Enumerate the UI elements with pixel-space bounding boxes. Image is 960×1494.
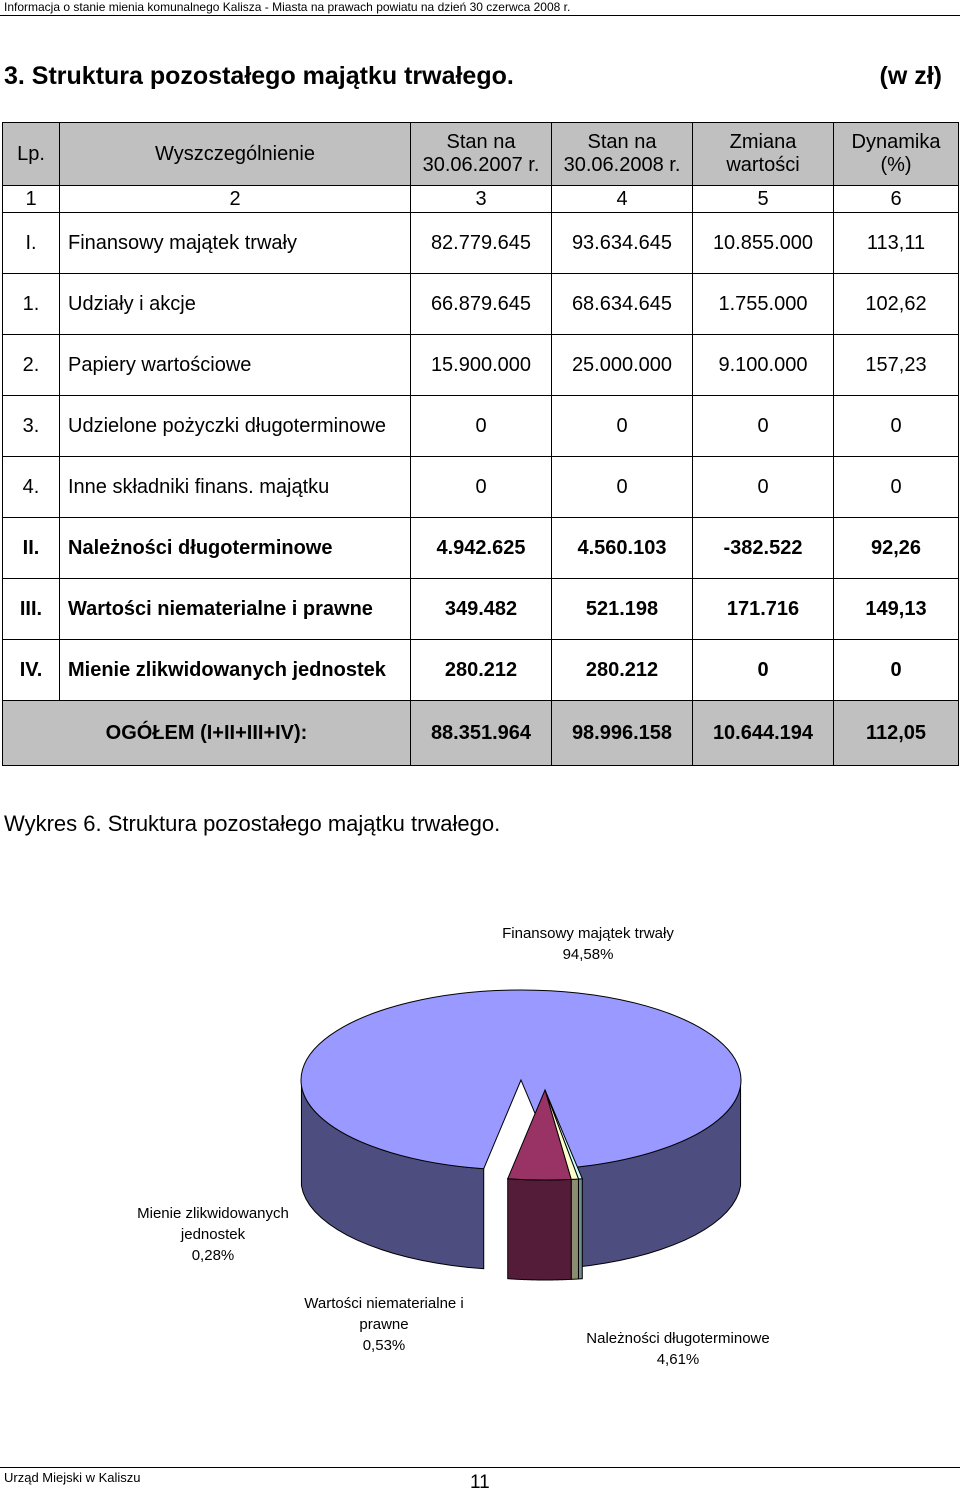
cell-dynamics: 0 — [834, 457, 959, 518]
col-num: 1 — [3, 186, 60, 213]
table-row — [3, 396, 959, 457]
pie-label: 0,53% — [362, 1337, 406, 1354]
cell-lp: 1. — [3, 274, 60, 335]
cell-2007: 82.779.645 — [411, 213, 552, 274]
cell-2008: 93.634.645 — [552, 213, 693, 274]
pie-label: jednostek — [180, 1226, 246, 1243]
cell-dynamics: 92,26 — [834, 518, 959, 579]
cell-desc: Udzielone pożyczki długoterminowe — [60, 396, 411, 457]
cell-2008: 68.634.645 — [552, 274, 693, 335]
cell-2008: 4.560.103 — [552, 518, 693, 579]
header-2008 — [552, 123, 693, 186]
cell-lp: 3. — [3, 396, 60, 457]
header-change-line1: Zmiana — [729, 131, 797, 153]
cell-desc: Papiery wartościowe — [60, 335, 411, 396]
cell-2008: 0 — [552, 396, 693, 457]
total-2007: 88.351.964 — [411, 701, 552, 766]
cell-change: 0 — [693, 396, 834, 457]
table-row — [3, 335, 959, 396]
pie-label: 0,28% — [191, 1247, 235, 1264]
cell-change: 171.716 — [693, 579, 834, 640]
cell-2008: 25.000.000 — [552, 335, 693, 396]
cell-2007: 66.879.645 — [411, 274, 552, 335]
pie-slice-side — [571, 1179, 578, 1279]
cell-2008: 280.212 — [552, 640, 693, 701]
pie-label: Finansowy majątek trwały — [502, 925, 674, 942]
table-row — [3, 457, 959, 518]
cell-desc: Należności długoterminowe — [60, 518, 411, 579]
cell-dynamics: 102,62 — [834, 274, 959, 335]
cell-2008: 521.198 — [552, 579, 693, 640]
cell-lp: IV. — [3, 640, 60, 701]
cell-lp: 4. — [3, 457, 60, 518]
footer-rule — [0, 1467, 960, 1468]
header-2008-line2: 30.06.2008 r. — [563, 154, 681, 176]
header-desc: Wyszczególnienie — [60, 123, 411, 186]
total-dynamics: 112,05 — [834, 701, 959, 766]
header-dynamics-line1: Dynamika — [851, 131, 941, 153]
total-change: 10.644.194 — [693, 701, 834, 766]
pie-label: 94,58% — [562, 946, 614, 963]
table-row — [3, 274, 959, 335]
footer-office: Urząd Miejski w Kaliszu — [4, 1470, 141, 1485]
unit-label: (w zł) — [879, 62, 942, 90]
cell-change: -382.522 — [693, 518, 834, 579]
cell-lp: III. — [3, 579, 60, 640]
pie-slice-side — [508, 1179, 571, 1280]
page-number: 11 — [470, 1472, 490, 1493]
total-row — [3, 701, 959, 766]
cell-change: 0 — [693, 640, 834, 701]
header-change — [693, 123, 834, 186]
table-row — [3, 213, 959, 274]
cell-lp: I. — [3, 213, 60, 274]
figure-caption: Wykres 6. Struktura pozostałego majątku trwałego. — [4, 811, 501, 836]
cell-change: 9.100.000 — [693, 335, 834, 396]
cell-dynamics: 0 — [834, 396, 959, 457]
table-header-row — [3, 123, 959, 186]
column-number-row — [3, 186, 959, 213]
cell-2007: 15.900.000 — [411, 335, 552, 396]
header-change-line2: wartości — [726, 154, 800, 176]
section-title: 3. Struktura pozostałego majątku trwałego. — [4, 62, 514, 90]
table-row — [3, 579, 959, 640]
cell-2007: 0 — [411, 396, 552, 457]
cell-desc: Inne składniki finans. majątku — [60, 457, 411, 518]
col-num: 6 — [834, 186, 959, 213]
total-label: OGÓŁEM (I+II+III+IV): — [3, 701, 411, 766]
header-2008-line1: Stan na — [587, 131, 657, 153]
cell-change: 10.855.000 — [693, 213, 834, 274]
pie-label: Należności długoterminowe — [586, 1330, 770, 1347]
pie-label: prawne — [359, 1316, 409, 1333]
cell-change: 0 — [693, 457, 834, 518]
cell-dynamics: 157,23 — [834, 335, 959, 396]
cell-desc: Finansowy majątek trwały — [60, 213, 411, 274]
cell-desc: Wartości niematerialne i prawne — [60, 579, 411, 640]
total-2008: 98.996.158 — [552, 701, 693, 766]
header-rule — [0, 15, 960, 16]
header-2007-line1: Stan na — [446, 131, 516, 153]
assets-table — [2, 122, 959, 766]
pie-slice — [301, 990, 741, 1169]
cell-2007: 0 — [411, 457, 552, 518]
pie-chart — [0, 900, 960, 1460]
table-row — [3, 518, 959, 579]
cell-dynamics: 149,13 — [834, 579, 959, 640]
col-num: 5 — [693, 186, 834, 213]
header-2007-line2: 30.06.2007 r. — [422, 154, 540, 176]
header-dynamics — [834, 123, 959, 186]
cell-change: 1.755.000 — [693, 274, 834, 335]
pie-slice-side — [578, 1179, 582, 1279]
cell-2007: 4.942.625 — [411, 518, 552, 579]
cell-lp: 2. — [3, 335, 60, 396]
cell-2008: 0 — [552, 457, 693, 518]
cell-dynamics: 113,11 — [834, 213, 959, 274]
table-row — [3, 640, 959, 701]
cell-lp: II. — [3, 518, 60, 579]
cell-2007: 349.482 — [411, 579, 552, 640]
header-dynamics-line2: (%) — [880, 154, 912, 176]
pie-label: 4,61% — [656, 1351, 700, 1368]
running-header: Informacja o stanie mienia komunalnego Kalisza - Miasta na prawach powiatu na dzień 30 czerwca 2008 r. — [4, 0, 571, 14]
header-lp: Lp. — [3, 123, 60, 186]
cell-dynamics: 0 — [834, 640, 959, 701]
col-num: 3 — [411, 186, 552, 213]
cell-2007: 280.212 — [411, 640, 552, 701]
col-num: 4 — [552, 186, 693, 213]
header-2007 — [411, 123, 552, 186]
cell-desc: Mienie zlikwidowanych jednostek — [60, 640, 411, 701]
col-num: 2 — [60, 186, 411, 213]
pie-label: Mienie zlikwidowanych — [137, 1205, 289, 1222]
pie-label: Wartości niematerialne i — [304, 1295, 464, 1312]
cell-desc: Udziały i akcje — [60, 274, 411, 335]
